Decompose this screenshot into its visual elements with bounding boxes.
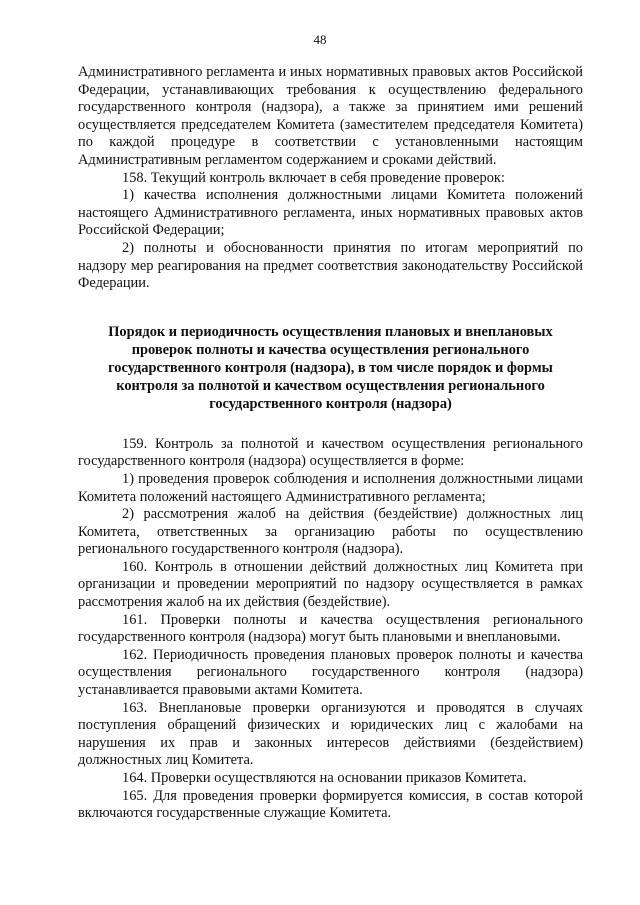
paragraph-163: 163. Внеплановые проверки организуются и проводятся в случаях поступления обращений физических и юридических лиц с жалобами на нарушения их прав и законных интересов действиями (бездействием) должностных лиц Комитета. [78, 699, 583, 769]
paragraph-164: 164. Проверки осуществляются на основании приказов Комитета. [122, 770, 527, 786]
paragraph-159: 159. Контроль за полнотой и качеством осуществления регионального государственного контроля (надзора) осуществляется в форме: [78, 435, 583, 470]
paragraphs-before [78, 64, 583, 293]
paragraph-158-item-2: 2) полноты и обоснованности принятия по итогам мероприятий по надзору мер реагирования на предмет соответствия законодательству Российской Федерации. [78, 239, 583, 292]
paragraph-159-item-1: 1) проведения проверок соблюдения и исполнения должностными лицами Комитета положений настоящего Административного регламента; [78, 470, 583, 505]
paragraph-160: 160. Контроль в отношении действий должностных лиц Комитета при организации и проведении мероприятий по надзору осуществляется в рамках рассмотрения жалоб на их действия (бездействие). [78, 558, 583, 611]
paragraph-159-item-2: 2) рассмотрения жалоб на действия (бездействие) должностных лиц Комитета, ответственных за организацию работы по осуществлению регионального государственного контроля (надзора). [78, 506, 583, 558]
paragraphs-after [78, 436, 583, 823]
section-heading: Порядок и периодичность осуществления плановых и внеплановых проверок полноты и качества осуществления регионального государственного контроля (надзора), в том числе порядок и формы контроля за полнотой и качеством осуществления регионального государственного контроля (надзора) [108, 323, 553, 412]
paragraph-162: 162. Периодичность проведения плановых проверок полноты и качества осуществления регионального государственного контроля (надзора) устанавливается правовыми актами Комитета. [78, 646, 583, 699]
paragraph-158: 158. Текущий контроль включает в себя проведение проверок: [122, 169, 505, 186]
page-number: 48 [313, 32, 327, 47]
paragraph-continuation: Административного регламента и иных нормативных правовых актов Российской Федерации, устанавливающих требования к осуществлению федерального государственного контроля (надзора), а также за принятием ими решений осуществляется председателем Комитета (заместителем председателя Комитета) по каждой процедуре в соответствии с установленными настоящим Административным регламентом содержанием и сроками действий. [78, 64, 583, 168]
page-content [78, 64, 583, 823]
paragraph-161: 161. Проверки полноты и качества осуществления регионального государственного контроля (надзора) могут быть плановыми и внеплановыми. [78, 611, 583, 646]
paragraph-165: 165. Для проведения проверки формируется комиссия, в состав которой включаются государственные служащие Комитета. [78, 787, 583, 822]
paragraph-158-item-1: 1) качества исполнения должностными лицами Комитета положений настоящего Административного регламента, иных нормативных правовых актов Российской Федерации; [78, 187, 583, 239]
